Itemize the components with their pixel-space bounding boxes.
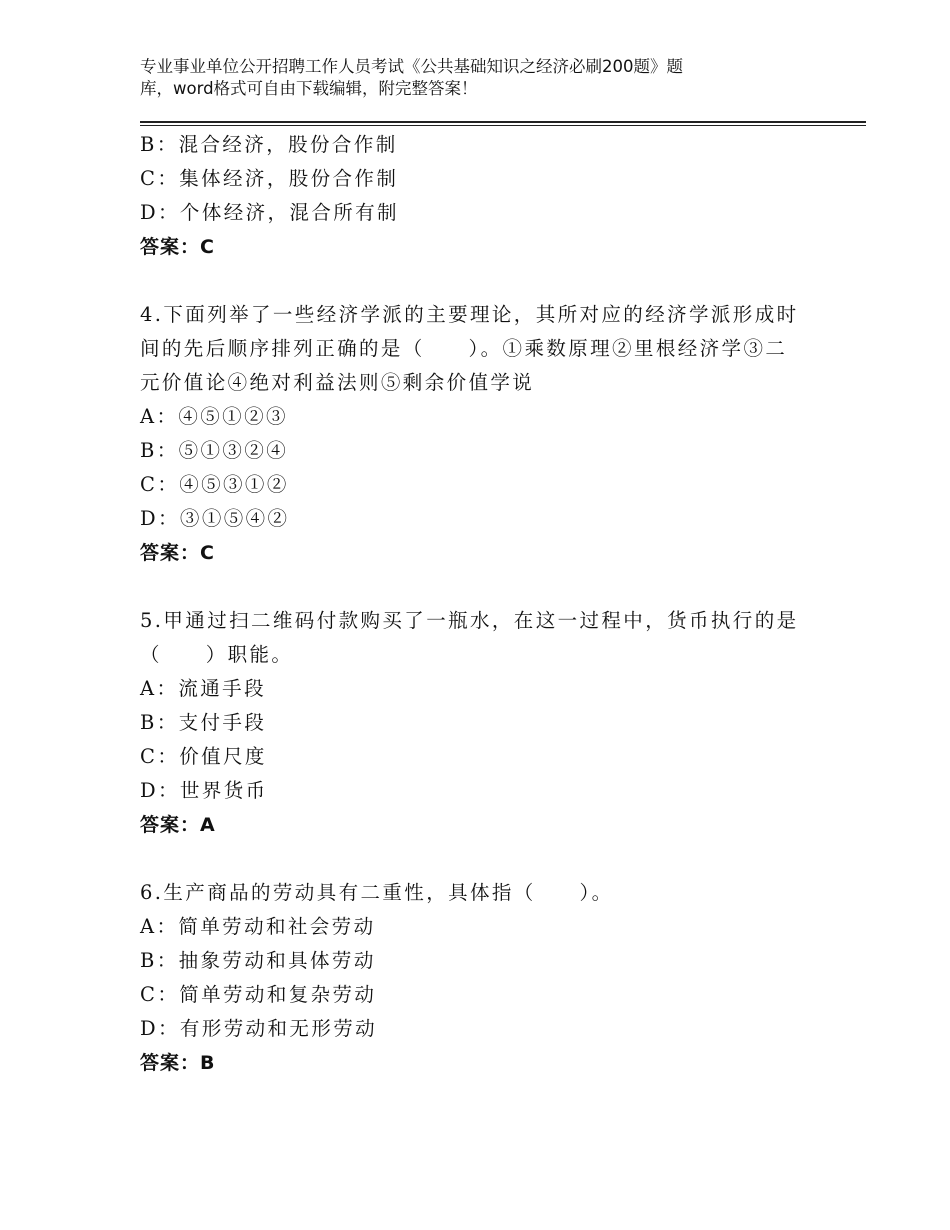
question-text-line: （ ）职能。 xyxy=(140,643,294,666)
option-b: B：⑤①③②④ xyxy=(140,439,289,462)
spacer xyxy=(140,842,840,876)
question-text-line: 4.下面列举了一些经济学派的主要理论，其所对应的经济学派形成时 xyxy=(140,303,799,326)
spacer xyxy=(140,570,840,604)
question-text-line: 元价值论④绝对利益法则⑤剩余价值学说 xyxy=(140,371,535,394)
question-text-line: 6.生产商品的劳动具有二重性，具体指（ ）。 xyxy=(140,881,614,904)
question-3 xyxy=(140,128,840,264)
option-d: D：有形劳动和无形劳动 xyxy=(140,1017,378,1040)
option-d: D：个体经济，混合所有制 xyxy=(140,201,399,224)
option-a: A：简单劳动和社会劳动 xyxy=(140,915,376,938)
option-b: B：混合经济，股份合作制 xyxy=(140,133,398,156)
option-b: B：支付手段 xyxy=(140,711,267,734)
option-a: A：④⑤①②③ xyxy=(140,405,288,428)
answer-label: 答案：A xyxy=(140,814,216,836)
answer-label: 答案：C xyxy=(140,542,215,564)
question-5 xyxy=(140,604,840,842)
question-content xyxy=(140,128,840,1080)
option-d: D：世界货币 xyxy=(140,779,268,802)
header-line-1: 专业事业单位公开招聘工作人员考试《公共基础知识之经济必刷200题》题 xyxy=(140,57,683,76)
header-rule-thin xyxy=(140,125,866,126)
question-text-line: 5.甲通过扫二维码付款购买了一瓶水，在这一过程中，货币执行的是 xyxy=(140,609,799,632)
option-c: C：价值尺度 xyxy=(140,745,267,768)
header-rule-thick xyxy=(140,121,866,123)
document-header xyxy=(140,56,820,100)
option-c: C：集体经济，股份合作制 xyxy=(140,167,399,190)
spacer xyxy=(140,264,840,298)
question-text-line: 间的先后顺序排列正确的是（ ）。①乘数原理②里根经济学③二 xyxy=(140,337,788,360)
question-6 xyxy=(140,876,840,1080)
option-c: C：④⑤③①② xyxy=(140,473,289,496)
option-b: B：抽象劳动和具体劳动 xyxy=(140,949,376,972)
header-line-2: 库，word格式可自由下载编辑，附完整答案！ xyxy=(140,79,478,98)
question-4 xyxy=(140,298,840,570)
answer-label: 答案：C xyxy=(140,236,215,258)
option-a: A：流通手段 xyxy=(140,677,266,700)
option-d: D：③①⑤④② xyxy=(140,507,290,530)
answer-label: 答案：B xyxy=(140,1052,216,1074)
option-c: C：简单劳动和复杂劳动 xyxy=(140,983,377,1006)
